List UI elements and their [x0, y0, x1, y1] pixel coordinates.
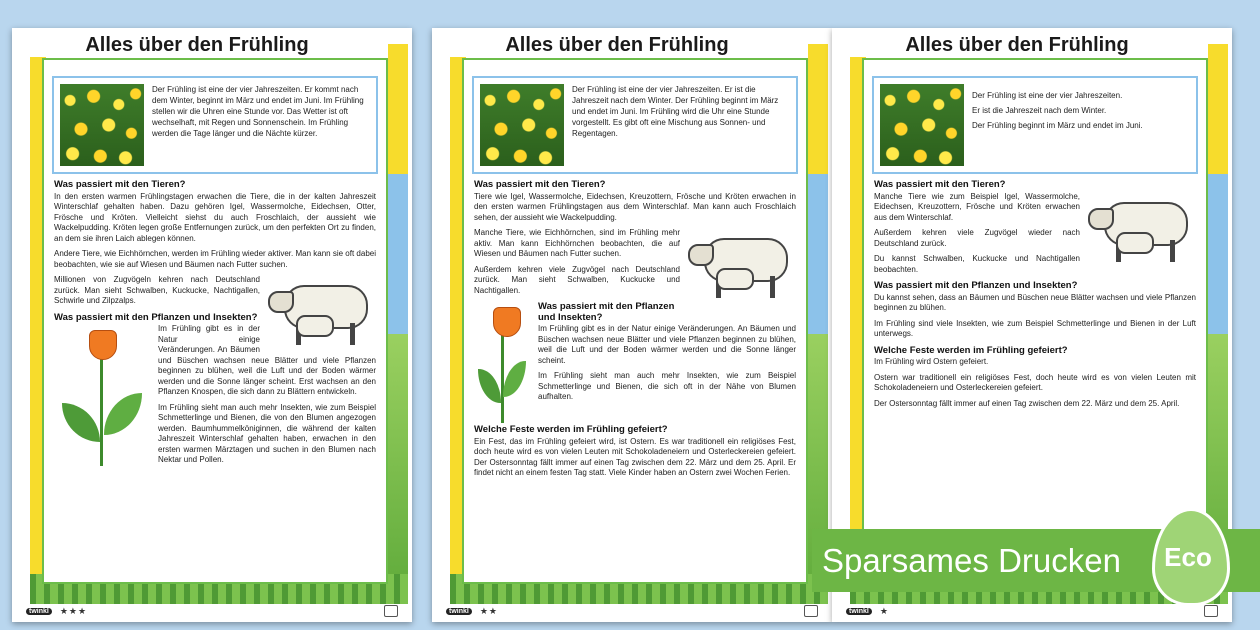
- twinkl-logo: twinkl: [846, 608, 872, 615]
- intro-box: [472, 76, 798, 174]
- section-heading: Was passiert mit den Pflanzen und Insekten?: [54, 311, 258, 323]
- tulip-field-image: [60, 84, 144, 166]
- section-heading: Was passiert mit den Pflanzen und Insekten?: [874, 280, 1078, 291]
- intro-text: Der Frühling ist eine der vier Jahreszeiten. Er kommt nach dem Winter, beginnt im März und endet im Juni. Im Frühling stellen wir die Uhren eine Stunde vor. Das Wetter ist oft wechselhaft, mit Regen und Sonnenschein. Im Frühling werden die Tage länger und die Nächte kürzer.: [152, 85, 364, 138]
- worksheet-page-3-stars: [12, 28, 412, 622]
- eco-leaf-icon: [1146, 494, 1230, 610]
- intro-text: Der Frühling ist eine der vier Jahreszeiten. Er ist die Jahreszeit nach dem Winter. Der Frühling beginnt im März und endet im Juni. Im Frühling wird die Uhr eine Stunde vorgestellt. Es gibt oft eine Mischung aus Sonnen- und Regentagen.: [572, 85, 779, 138]
- worksheet-content: [42, 58, 388, 584]
- sheep-illustration: [266, 277, 376, 349]
- paragraph: Der Ostersonntag fällt immer auf einen Tag zwischen dem 22. März und dem 25. April.: [874, 398, 1180, 408]
- sheep-illustration: [1086, 194, 1196, 266]
- paragraph: Andere Tiere, wie Eichhörnchen, werden im Frühling wieder aktiver. Man kann sie oft dabei beobachten, wie sie auf Wiesen und Bäumen nach Futter suchen.: [54, 249, 376, 269]
- section-heading: Was passiert mit den Pflanzen und Insekten?: [538, 301, 675, 323]
- page-footer: [26, 604, 398, 618]
- difficulty-stars: ★★★: [59, 605, 88, 616]
- intro-box: [872, 76, 1198, 174]
- paragraph: Millionen von Zugvögeln kehren nach Deutschland zurück. Man sieht Schwalben, Kuckucke, Nachtigallen, Schwirle und Zilpzalps.: [54, 275, 260, 305]
- paragraph: Im Frühling sieht man auch mehr Insekten, wie zum Beispiel Schmetterlinge und Bienen, die von den Blumen angezogen werden. Baumhummelköniginnen, die während der kalten Jahreszeit Winterschlaf gehalten haben, erwachen in den ersten warmen Märztagen und suchen in den Blumen nach Nektar und Pollen.: [158, 402, 376, 464]
- banner-label: Sparsames Drucken: [822, 541, 1121, 579]
- intro-text: Er ist die Jahreszeit nach dem Winter.: [972, 106, 1107, 115]
- intro-text: Der Frühling ist eine der vier Jahreszeiten.: [972, 91, 1123, 100]
- paragraph: Ostern war traditionell ein religiöses Fest, doch heute wird es von vielen Leuten mit Schokoladeneiern und Osterleckereien gefeiert.: [874, 372, 1196, 392]
- paragraph: Außerdem kehren viele Zugvögel nach Deutschland zurück. Man sieht Schwalben, Kuckucke und Nachtigallen.: [474, 264, 680, 295]
- decorative-border: [1208, 44, 1228, 174]
- difficulty-stars: ★★: [479, 605, 498, 616]
- page-title: Alles über den Frühling: [432, 34, 802, 57]
- paragraph: Manche Tiere wie zum Beispiel Igel, Wassermolche, Eidechsen, Kreuzottern, Frösche und Kröten erwachen aus dem Winterschlaf.: [874, 191, 1080, 222]
- tulip-field-image: [880, 84, 964, 166]
- intro-box: [52, 76, 378, 174]
- eco-label: Eco: [1164, 542, 1212, 572]
- twinkl-logo: twinkl: [26, 608, 52, 615]
- page-title: Alles über den Frühling: [12, 34, 382, 57]
- print-icon: [804, 605, 818, 617]
- worksheet-page-2-stars: [432, 28, 832, 622]
- difficulty-stars: ★: [879, 605, 889, 616]
- paragraph: Du kannst sehen, dass an Bäumen und Büschen neue Blätter wachsen und viele Pflanzen beginnen zu blühen.: [874, 292, 1196, 312]
- sheep-illustration: [686, 230, 796, 302]
- paragraph: Außerdem kehren viele Zugvögel wieder nach Deutschland zurück.: [874, 228, 1080, 248]
- decorative-border: [808, 174, 828, 334]
- section-heading: Was passiert mit den Tieren?: [474, 179, 606, 190]
- print-icon: [384, 605, 398, 617]
- paragraph: Tiere wie Igel, Wassermolche, Eidechsen, Kreuzottern, Frösche und Kröten erwachen in den ersten warmen Frühlingstagen aus dem Winterschlaf. Man kann auch Froschlaich sehen, der aussieht wie Wackelpudding.: [474, 191, 796, 222]
- twinkl-logo: twinkl: [446, 608, 472, 615]
- paragraph: Ein Fest, das im Frühling gefeiert wird, ist Ostern. Es war traditionell ein religiöses Fest, doch heute wird es von vielen Leuten mit Schokoladeneiern und Osterleckereien gefeiert. Der Ostersonntag fällt immer auf einen Tag zwischen dem 22. März und dem 25. April. Er findet nicht an einem festen Tag statt. Viele Kinder haben an Ostern zwei Wochen Ferien.: [474, 436, 796, 477]
- section-heading: Welche Feste werden im Frühling gefeiert?: [874, 344, 1068, 356]
- paragraph: Manche Tiere, wie Eichhörnchen, sind im Frühling mehr aktiv. Man kann Eichhörnchen beobachten, die auf Wiesen und Bäumen nach Futter suchen.: [474, 228, 680, 258]
- paragraph: Im Frühling sieht man auch mehr Insekten, wie zum Beispiel Schmetterlinge und Bienen, die sich oft in der Nähe von Blumen aufhalten.: [538, 371, 796, 401]
- tulip-field-image: [480, 84, 564, 166]
- page-footer: [446, 604, 818, 618]
- section-heading: Welche Feste werden im Frühling gefeiert?: [474, 424, 668, 435]
- paragraph: Im Frühling wird Ostern gefeiert.: [874, 357, 989, 366]
- decorative-border: [1208, 174, 1228, 334]
- decorative-border: [388, 334, 408, 604]
- paragraph: In den ersten warmen Frühlingstagen erwachen die Tiere, die in der kalten Jahreszeit Winterschlaf gehalten haben. Dazu gehören Igel, Wassermolche, Eidechsen, Otter, Frösche und Kröten. Vielleicht siehst du auch Froschlaich, der aussieht wie Wackelpudding. Kröten legen große Entfernungen zurück, um den perfekten Ort zu finden, an dem sie ihren Laich ablegen können.: [54, 191, 376, 243]
- intro-text: Der Frühling beginnt im März und endet im Juni.: [972, 121, 1143, 130]
- section-heading: Was passiert mit den Tieren?: [874, 179, 1006, 190]
- page-title: Alles über den Frühling: [832, 34, 1202, 57]
- tulip-illustration: [54, 326, 150, 466]
- paragraph: Im Frühling gibt es in der Natur einige Veränderungen. An Bäumen und Büschen wachsen neue Blätter und viele Pflanzen beginnen zu blühen, weil die Luft und der Boden wärmer werden und die Sonne länger scheint. Erst wachsen an den Pflanzen Knospen, die sich dann zu Blättern entwickeln.: [158, 324, 376, 396]
- paragraph: Im Frühling gibt es in der Natur einige Veränderungen. An Bäumen und Büschen wachsen neue Blätter und viele Pflanzen beginnen zu blühen, weil die Luft und der Boden wärmer werden und die Sonne länger scheint.: [538, 324, 796, 365]
- decorative-border: [388, 44, 408, 174]
- decorative-border: [388, 174, 408, 334]
- section-heading: Was passiert mit den Tieren?: [54, 179, 186, 190]
- decorative-border: [808, 44, 828, 174]
- tulip-illustration: [474, 303, 530, 423]
- worksheet-content: [462, 58, 808, 584]
- paragraph: Im Frühling sind viele Insekten, wie zum Beispiel Schmetterlinge und Bienen in der Luft unterwegs.: [874, 318, 1196, 338]
- paragraph: Du kannst Schwalben, Kuckucke und Nachtigallen beobachten.: [874, 254, 1080, 274]
